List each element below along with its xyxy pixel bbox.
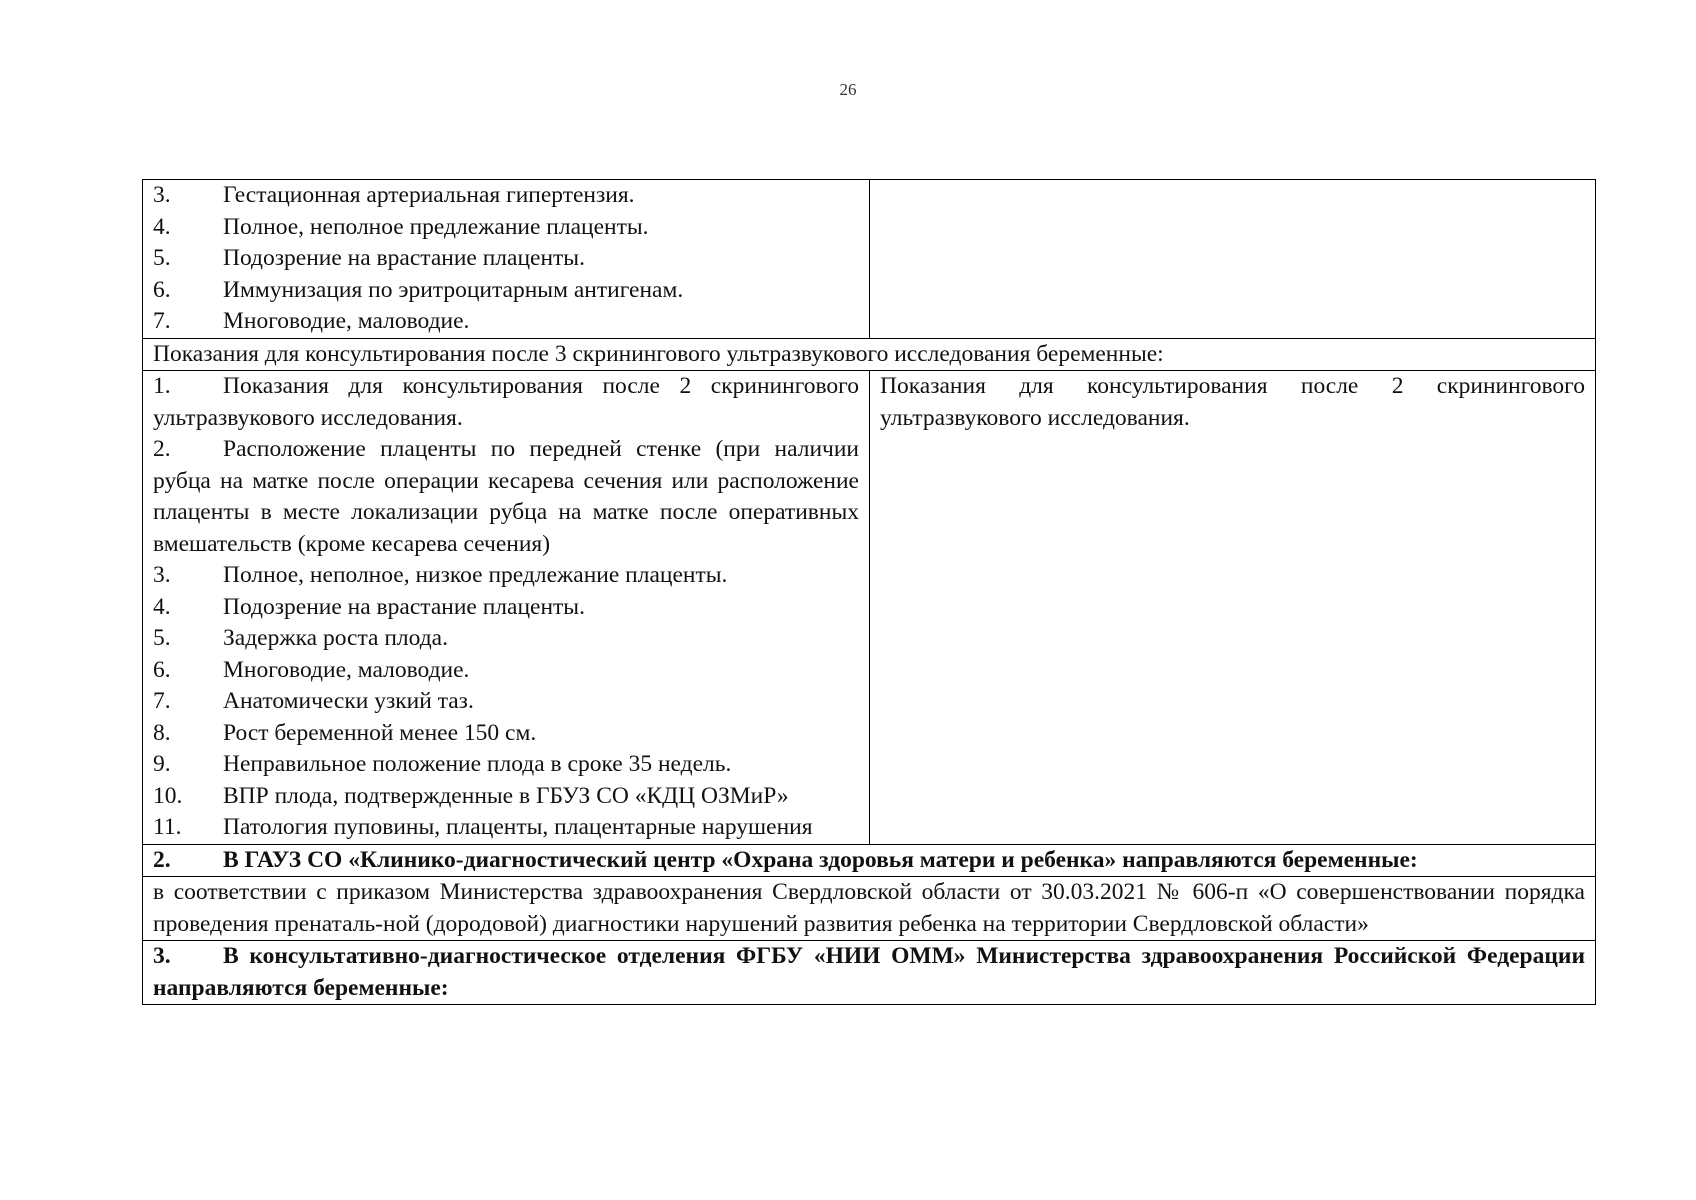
right-cell-text: Показания для консультирования после 2 скринингового ультразвукового исследования. bbox=[880, 373, 1585, 431]
item-number: 5. bbox=[153, 625, 171, 651]
list-item bbox=[153, 749, 859, 781]
indications-table bbox=[142, 179, 1596, 1005]
list-item bbox=[153, 371, 859, 434]
left-cell bbox=[143, 180, 870, 338]
section-heading-row bbox=[143, 844, 1595, 877]
list-item bbox=[153, 306, 859, 338]
table-row bbox=[143, 180, 1595, 338]
item-number: 6. bbox=[153, 656, 171, 683]
section-heading-row bbox=[143, 940, 1595, 1004]
section-heading-text: В ГАУЗ СО «Клинико-диагностический центр «Охрана здоровья матери и ребенка» направляются беременные: bbox=[223, 846, 1418, 873]
item-text: Подозрение на врастание плаценты. bbox=[223, 245, 585, 271]
section-number: 2. bbox=[153, 846, 171, 873]
item-text: Полное, неполное, низкое предлежание плаценты. bbox=[223, 562, 728, 588]
item-number: 4. bbox=[153, 593, 171, 620]
list-item bbox=[153, 434, 859, 560]
section-heading bbox=[143, 941, 1595, 1004]
item-text: Подозрение на врастание плаценты. bbox=[223, 593, 585, 620]
item-number: 3. bbox=[153, 562, 171, 588]
section-heading: Показания для консультирования после 3 скринингового ультразвукового исследования беременные: bbox=[153, 340, 1164, 367]
list-item bbox=[153, 592, 859, 624]
item-text: Рост беременной менее 150 см. bbox=[223, 719, 537, 746]
item-number: 10. bbox=[153, 782, 183, 809]
item-number: 2. bbox=[153, 436, 171, 462]
item-number: 8. bbox=[153, 719, 171, 746]
table-row bbox=[143, 370, 1595, 844]
item-number: 1. bbox=[153, 373, 171, 399]
list-item bbox=[153, 180, 859, 212]
list-item bbox=[153, 212, 859, 244]
section-number: 3. bbox=[153, 943, 171, 969]
list-item bbox=[153, 781, 859, 813]
list-item bbox=[153, 718, 859, 750]
item-number: 7. bbox=[153, 308, 171, 334]
item-number: 11. bbox=[153, 814, 182, 840]
item-text: ВПР плода, подтвержденные в ГБУЗ СО «КДЦ ОЗМиР» bbox=[223, 782, 789, 809]
section-heading-row bbox=[143, 338, 1595, 371]
section-heading-text: В консультативно-диагностическое отделения ФГБУ «НИИ ОММ» Министерства здравоохранения Российской Федерации направляются беременные: bbox=[153, 943, 1585, 1001]
item-number: 3. bbox=[153, 182, 171, 208]
list-item bbox=[153, 623, 859, 655]
section-body: в соответствии с приказом Министерства здравоохранения Свердловской области от 30.03.2021 № 606-п «О совершенствовании порядка проведения пренаталь-ной (дородовой) диагностики нарушений развития ребенка на территории Свердловской области» bbox=[153, 879, 1585, 937]
item-text: Задержка роста плода. bbox=[223, 625, 448, 651]
item-text: Многоводие, маловодие. bbox=[223, 308, 470, 334]
item-text: Полное, неполное предлежание плаценты. bbox=[223, 213, 649, 240]
page-number: 26 bbox=[839, 80, 857, 99]
item-number: 7. bbox=[153, 688, 171, 714]
item-text: Гестационная артериальная гипертензия. bbox=[223, 182, 635, 208]
item-text: Патология пуповины, плаценты, плацентарные нарушения bbox=[223, 814, 813, 840]
item-number: 6. bbox=[153, 276, 171, 303]
item-text: Показания для консультирования после 2 скринингового ультразвукового исследования. bbox=[153, 373, 859, 431]
right-cell-empty bbox=[870, 180, 1595, 338]
list-item bbox=[153, 686, 859, 718]
left-cell bbox=[143, 371, 870, 844]
item-text: Анатомически узкий таз. bbox=[223, 688, 474, 714]
item-number: 4. bbox=[153, 213, 171, 240]
item-text: Расположение плаценты по передней стенке (при наличии рубца на матке после операции кесарева сечения или расположение плаценты в месте локализации рубца на матке после оперативных вмешательств (кроме кесарева сечения) bbox=[153, 436, 859, 557]
item-text: Многоводие, маловодие. bbox=[223, 656, 470, 683]
section-heading bbox=[143, 845, 1595, 877]
table-row bbox=[143, 876, 1595, 940]
item-number: 9. bbox=[153, 751, 171, 777]
list-item bbox=[153, 655, 859, 687]
item-text: Иммунизация по эритроцитарным антигенам. bbox=[223, 276, 684, 303]
item-number: 5. bbox=[153, 245, 171, 271]
list-item bbox=[153, 560, 859, 592]
list-item bbox=[153, 812, 859, 844]
list-item bbox=[153, 275, 859, 307]
item-text: Неправильное положение плода в сроке 35 недель. bbox=[223, 751, 732, 777]
list-item bbox=[153, 243, 859, 275]
